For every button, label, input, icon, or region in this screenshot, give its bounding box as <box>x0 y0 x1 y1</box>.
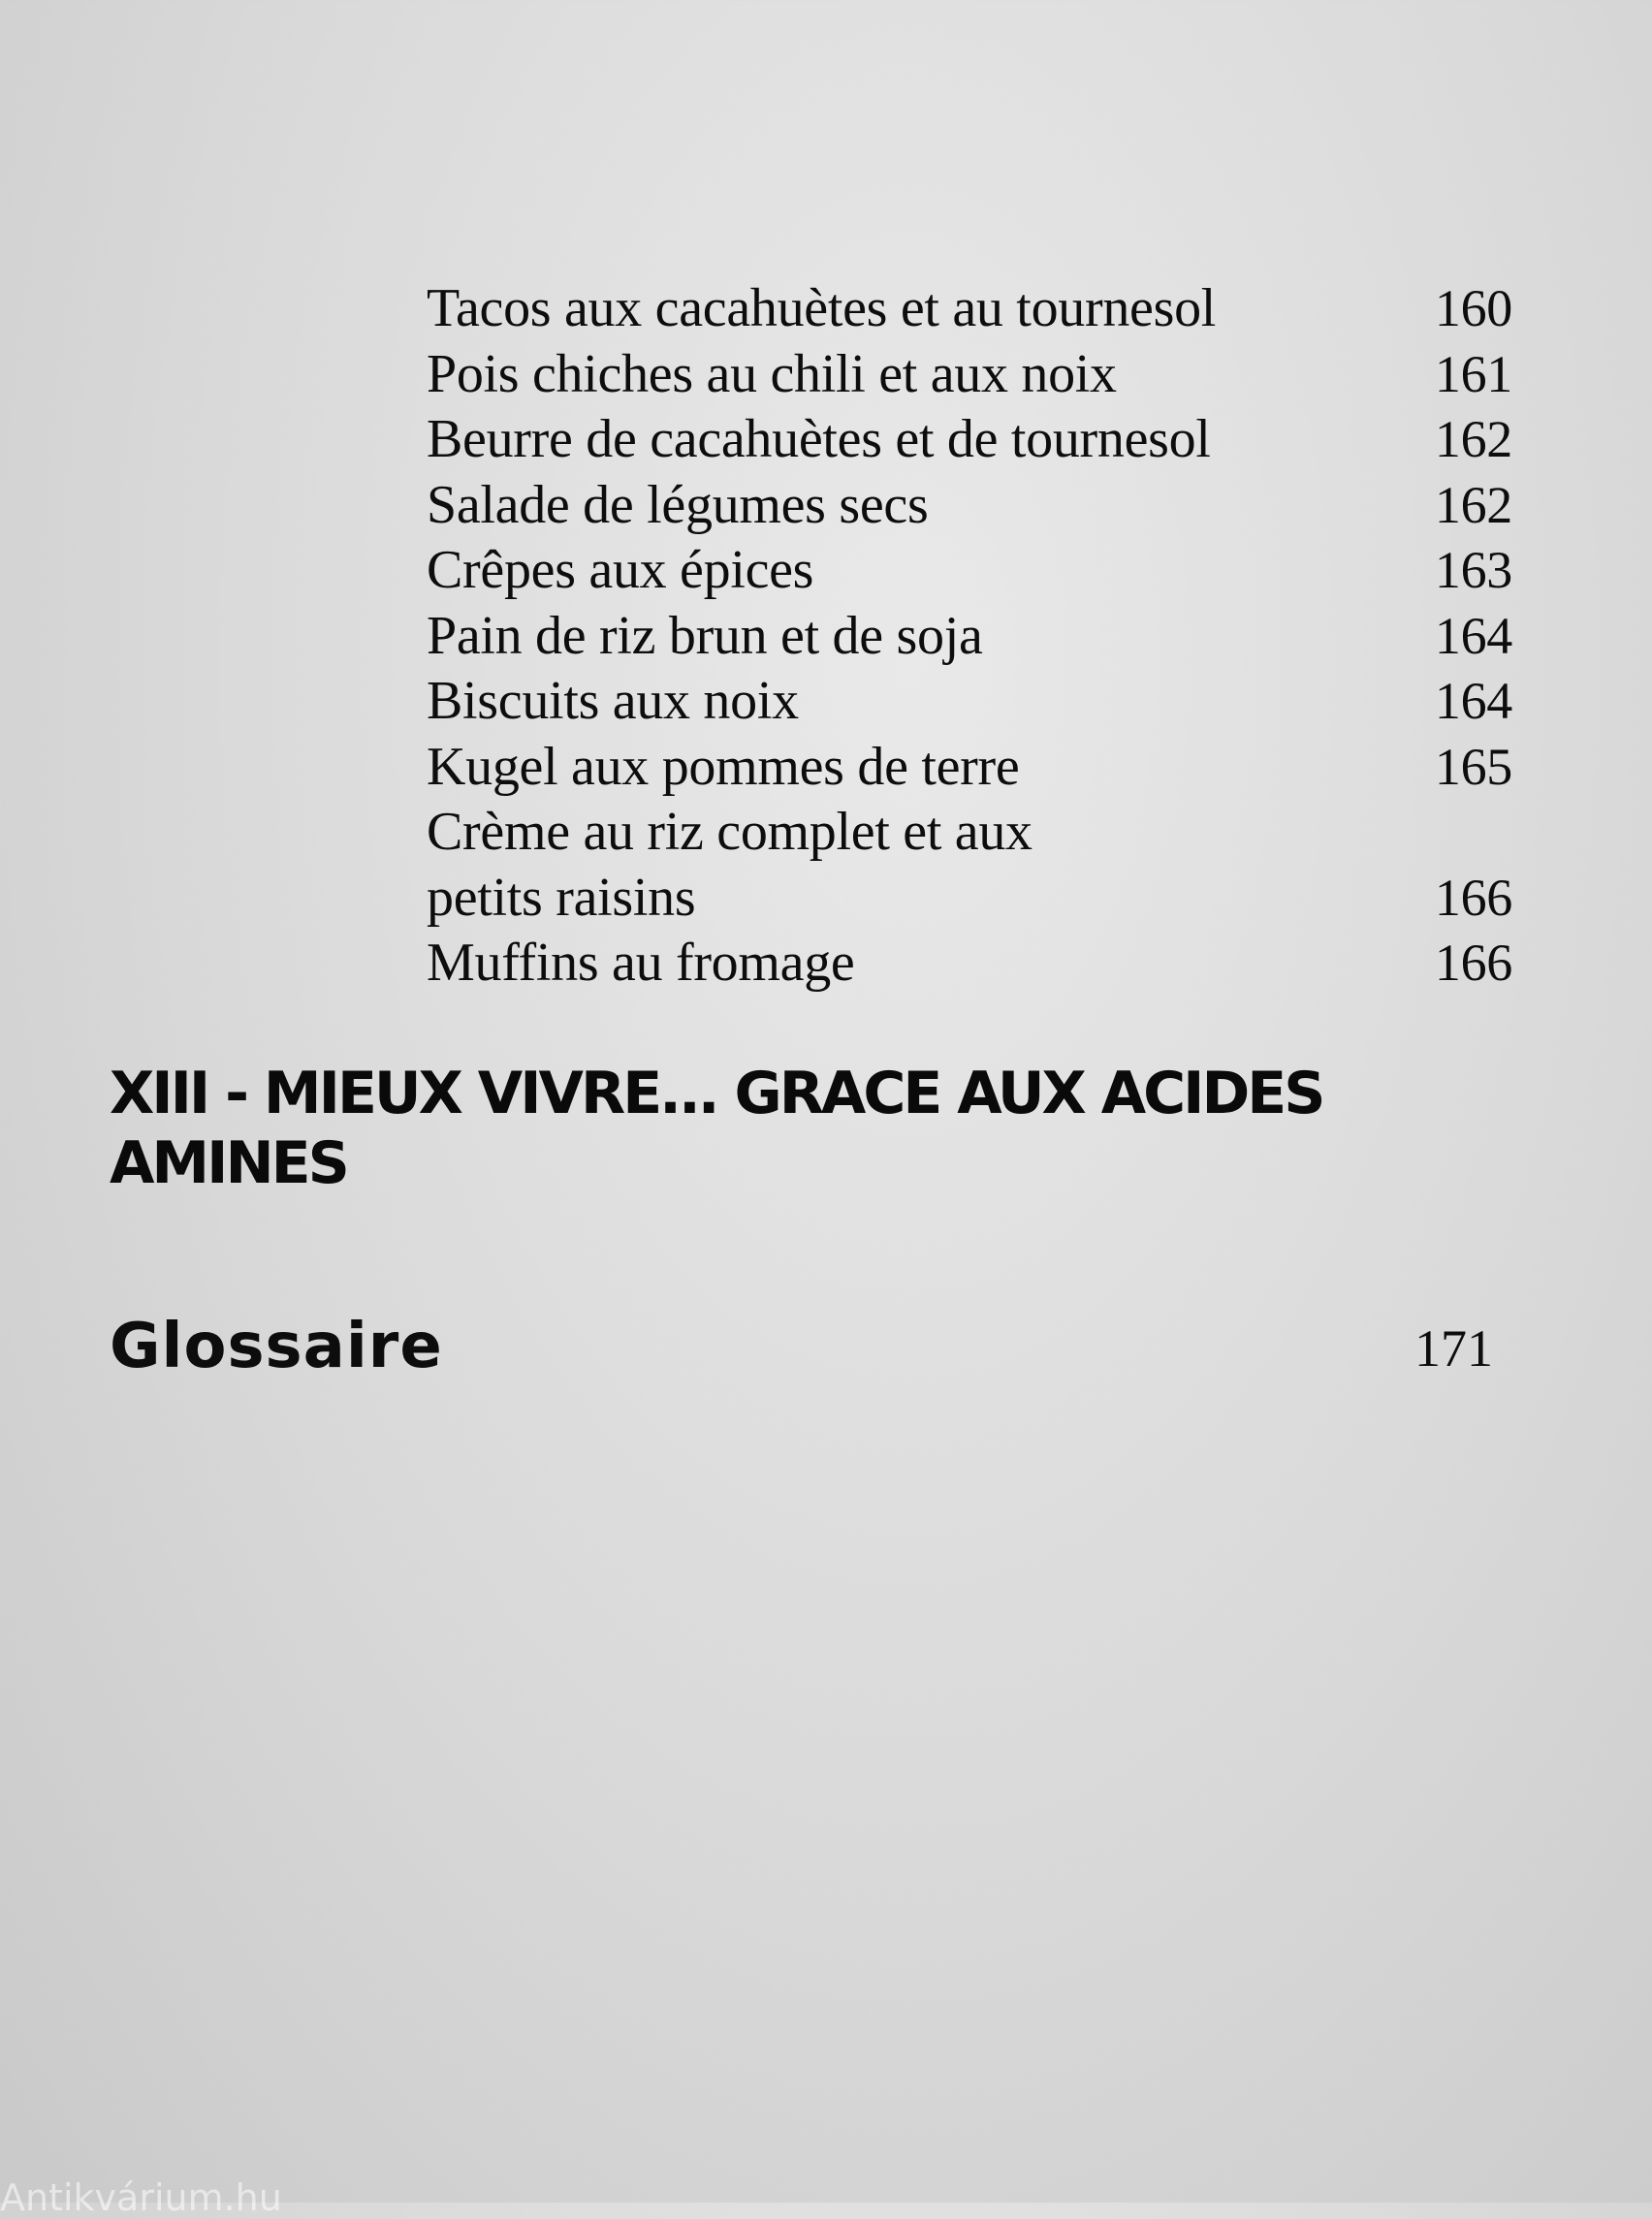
toc-entry-page: 164 <box>1434 672 1512 730</box>
toc-entry-title: Beurre de cacahuètes et de tournesol <box>427 409 1211 469</box>
toc-entry <box>427 735 1512 801</box>
toc-entry-page: 161 <box>1434 344 1512 403</box>
chapter-heading <box>110 1059 1515 1198</box>
toc-entry <box>427 604 1512 670</box>
toc-entry-page: 162 <box>1434 410 1512 468</box>
toc-entry <box>427 800 1512 931</box>
toc-entry-title: Kugel aux pommes de terre <box>427 736 1020 797</box>
toc-entry-page: 164 <box>1434 606 1512 665</box>
chapter-heading-line: XIII - MIEUX VIVRE... GRACE AUX ACIDES <box>110 1060 1323 1127</box>
toc-entry-title: Muffins au fromage <box>427 933 855 993</box>
toc-entry-title-line: petits raisins <box>427 867 696 928</box>
toc-entry <box>427 538 1512 604</box>
glossary-entry <box>110 1311 1493 1382</box>
toc-entry <box>427 276 1512 342</box>
toc-entry-title <box>427 800 1032 931</box>
toc-entry-title: Pain de riz brun et de soja <box>427 605 983 666</box>
toc-entry <box>427 669 1512 735</box>
toc-entry-title: Biscuits aux noix <box>427 671 799 731</box>
glossary-page: 171 <box>1414 1319 1493 1378</box>
toc-list <box>427 276 1512 997</box>
toc-entry <box>427 407 1512 473</box>
toc-entry-page: 166 <box>1434 934 1512 992</box>
toc-entry <box>427 931 1512 997</box>
toc-entry-page: 163 <box>1434 541 1512 599</box>
toc-entry-title: Crêpes aux épices <box>427 540 814 600</box>
chapter-heading-line: AMINES <box>110 1129 347 1197</box>
glossary-title: Glossaire <box>110 1311 443 1382</box>
toc-entry-page: 165 <box>1434 737 1512 796</box>
toc-entry-title-line: Crème au riz complet et aux <box>427 802 1032 862</box>
toc-entry-title: Pois chiches au chili et aux noix <box>427 343 1117 404</box>
toc-entry <box>427 342 1512 408</box>
toc-entry-page: 166 <box>1434 868 1512 927</box>
toc-entry-page: 160 <box>1434 279 1512 337</box>
watermark: Antikvárium.hu <box>0 2176 282 2219</box>
toc-entry-title: Salade de légumes secs <box>427 474 929 535</box>
toc-entry <box>427 473 1512 539</box>
toc-entry-title: Tacos aux cacahuètes et au tournesol <box>427 278 1217 338</box>
toc-entry-page: 162 <box>1434 475 1512 534</box>
